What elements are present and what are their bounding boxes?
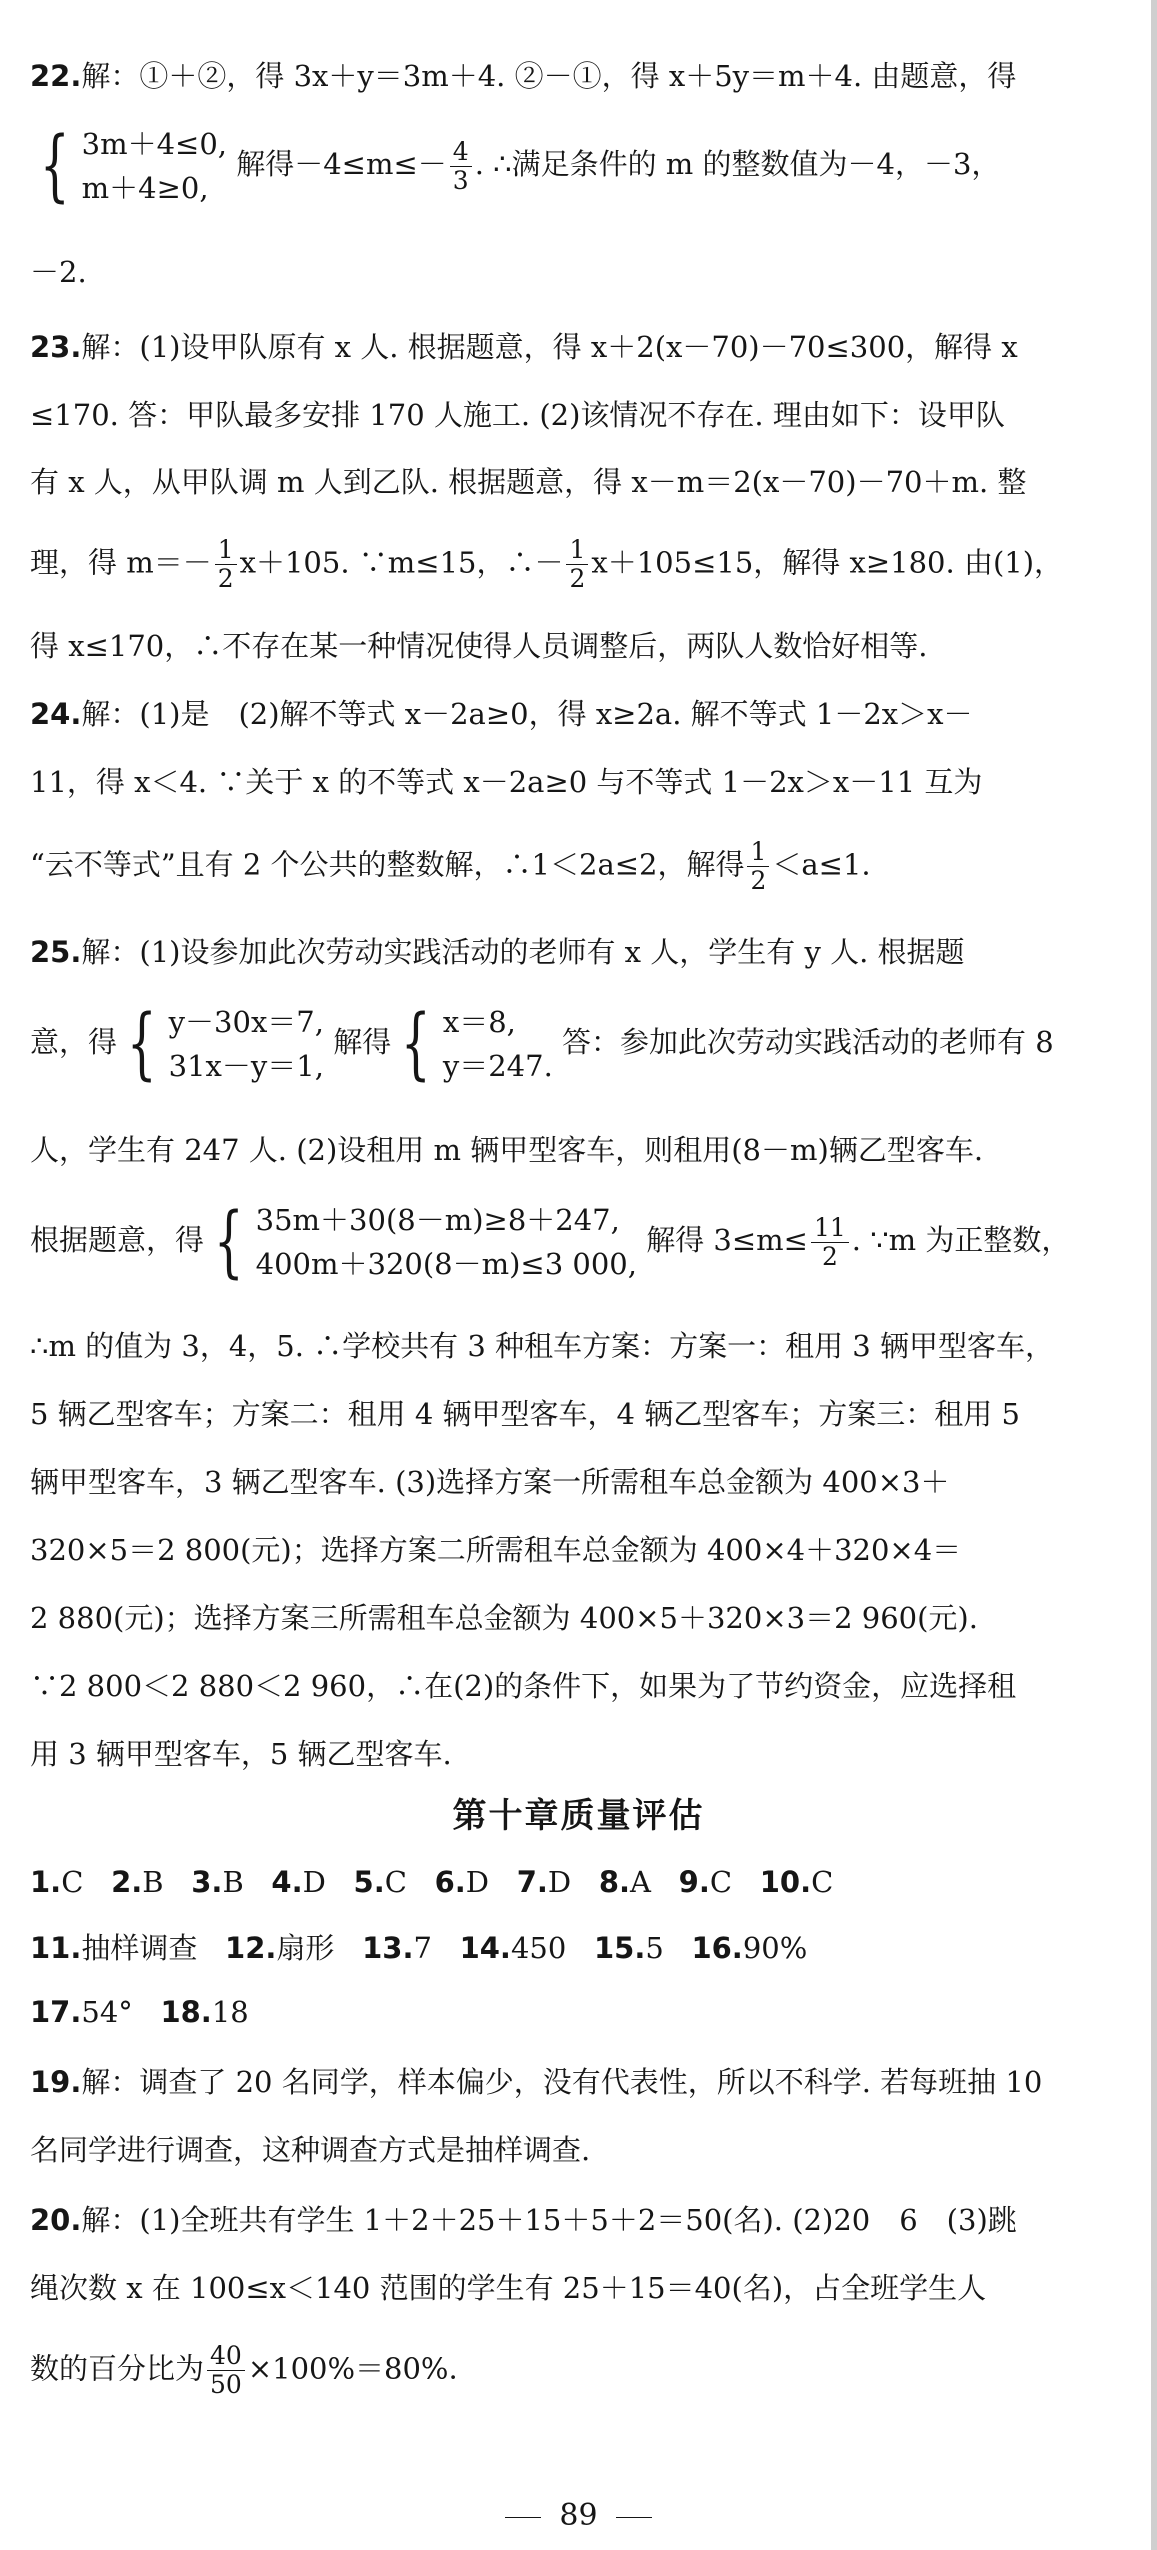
q24-line-1: 24.解：(1)是 (2)解不等式 x－2a≥0，得 x≥2a. 解不等式 1－2x＞x－: [30, 697, 973, 731]
q19-number: 19.: [30, 2065, 82, 2099]
q25-line-9: 2 880(元)；选择方案三所需租车总金额为 400×5＋320×3＝2 960(元).: [30, 1601, 978, 1635]
q25-line-3: 人，学生有 247 人. (2)设租用 m 辆甲型客车，则租用(8－m)辆乙型客车.: [30, 1133, 984, 1167]
q22-line-1: 22.解：①＋②，得 3x＋y＝3m＋4. ②－①，得 x＋5y＝m＋4. 由题意，得: [30, 59, 1017, 93]
q24-fraction: $\frac{1}{2}$: [747, 838, 769, 895]
section-title: 第十章质量评估: [452, 1796, 705, 1836]
scan-edge: [1151, 0, 1157, 2550]
q25-fraction: $\frac{11}{2}$: [811, 1214, 849, 1271]
q23-line-4: 理，得 m＝－ $\frac{1}{2}$ x＋105. ∵m≤15，∴－ $\frac{1}{2}$ x＋105≤15，解得 x≥180. 由(1)，: [30, 535, 1064, 593]
q25-system-2: { x＝8, y＝247.: [401, 999, 553, 1089]
fill-answers-1: 11.抽样调查 12.扇形 13.7 14.450 15.5 16.90%: [30, 1931, 808, 1965]
q25-line-2: 意，得 { y－30x＝7, 31x－y＝1, 解得 { x＝8, y＝247. 答：参加此次劳动实践活动的老师有 8: [30, 999, 1054, 1089]
q25-line-4: 根据题意，得 { 35m＋30(8－m)≥8＋247, 400m＋320(8－m)≤3 000, 解得 3≤m≤ $\frac{11}{2}$ . ∵m 为正整数，: [30, 1197, 1071, 1287]
q23-line-5: 得 x≤170，∴不存在某一种情况使得人员调整后，两队人数恰好相等.: [30, 629, 928, 663]
mc-answers: 1.C 2.B 3.B 4.D 5.C 6.D 7.D 8.A 9.C 10.C: [30, 1865, 834, 1899]
q25-line-7: 辆甲型客车，3 辆乙型客车. (3)选择方案一所需租车总金额为 400×3＋: [30, 1465, 950, 1499]
q22-system: { 3m＋4≤0, m＋4≥0,: [39, 121, 228, 211]
q20-line-2: 绳次数 x 在 100≤x＜140 范围的学生有 25＋15＝40(名)，占全班学生人: [30, 2271, 987, 2305]
q23-line-2: ≤170. 答：甲队最多安排 170 人施工. (2)该情况不存在. 理由如下：设甲队: [30, 398, 1005, 432]
q25-system-1: { y－30x＝7, 31x－y＝1,: [126, 999, 324, 1089]
q25-line-11: 用 3 辆甲型客车，5 辆乙型客车.: [30, 1737, 452, 1771]
q20-fraction: $\frac{40}{50}$: [207, 2342, 245, 2399]
q24-number: 24.: [30, 697, 82, 731]
q25-line-10: ∵2 800＜2 880＜2 960，∴在(2)的条件下，如果为了节约资金，应选择租: [30, 1669, 1017, 1703]
q22-fraction: $\frac{4}{3}$: [450, 138, 472, 195]
q24-line-2: 11，得 x＜4. ∵关于 x 的不等式 x－2a≥0 与不等式 1－2x＞x－11 互为: [30, 765, 983, 799]
q20-line-3: 数的百分比为 $\frac{40}{50}$ ×100%＝80%.: [30, 2341, 458, 2399]
q23-number: 23.: [30, 330, 82, 364]
q25-line-6: 5 辆乙型客车；方案二：租用 4 辆甲型客车，4 辆乙型客车；方案三：租用 5: [30, 1397, 1020, 1431]
q19-line-2: 名同学进行调查，这种调查方式是抽样调查.: [30, 2133, 591, 2167]
q23-fraction-1: $\frac{1}{2}$: [215, 536, 237, 593]
q20-number: 20.: [30, 2203, 82, 2237]
q20-line-1: 20.解：(1)全班共有学生 1＋2＋25＋15＋5＋2＝50(名). (2)20 6 (3)跳: [30, 2203, 1017, 2237]
q25-line-8: 320×5＝2 800(元)；选择方案二所需租车总金额为 400×4＋320×4＝: [30, 1533, 962, 1567]
q22-line-2: { 3m＋4≤0, m＋4≥0, 解得－4≤m≤－ $\frac{4}{3}$ . ∴满足条件的 m 的整数值为－4，－3，: [30, 122, 1000, 210]
q22-line-3: －2.: [30, 255, 87, 289]
q25-number: 25.: [30, 935, 82, 969]
q25-system-3: { 35m＋30(8－m)≥8＋247, 400m＋320(8－m)≤3 000,: [213, 1197, 637, 1287]
q25-line-1: 25.解：(1)设参加此次劳动实践活动的老师有 x 人，学生有 y 人. 根据题: [30, 935, 965, 969]
q24-line-3: “云不等式”且有 2 个公共的整数解，∴1＜2a≤2，解得 $\frac{1}{2}$ ＜a≤1.: [30, 837, 871, 895]
q23-fraction-2: $\frac{1}{2}$: [566, 536, 588, 593]
q23-line-1: 23.解：(1)设甲队原有 x 人. 根据题意，得 x＋2(x－70)－70≤300，解得 x: [30, 330, 1018, 364]
q23-line-3: 有 x 人，从甲队调 m 人到乙队. 根据题意，得 x－m＝2(x－70)－70＋m. 整: [30, 465, 1027, 499]
q22-number: 22.: [30, 59, 82, 93]
q25-line-5: ∴m 的值为 3，4，5. ∴学校共有 3 种租车方案：方案一：租用 3 辆甲型客车，: [30, 1329, 1054, 1363]
fill-answers-2: 17.54° 18.18: [30, 1995, 249, 2029]
page-number: 89: [0, 2498, 1157, 2533]
q19-line-1: 19.解：调查了 20 名同学，样本偏少，没有代表性，所以不科学. 若每班抽 10: [30, 2065, 1043, 2099]
